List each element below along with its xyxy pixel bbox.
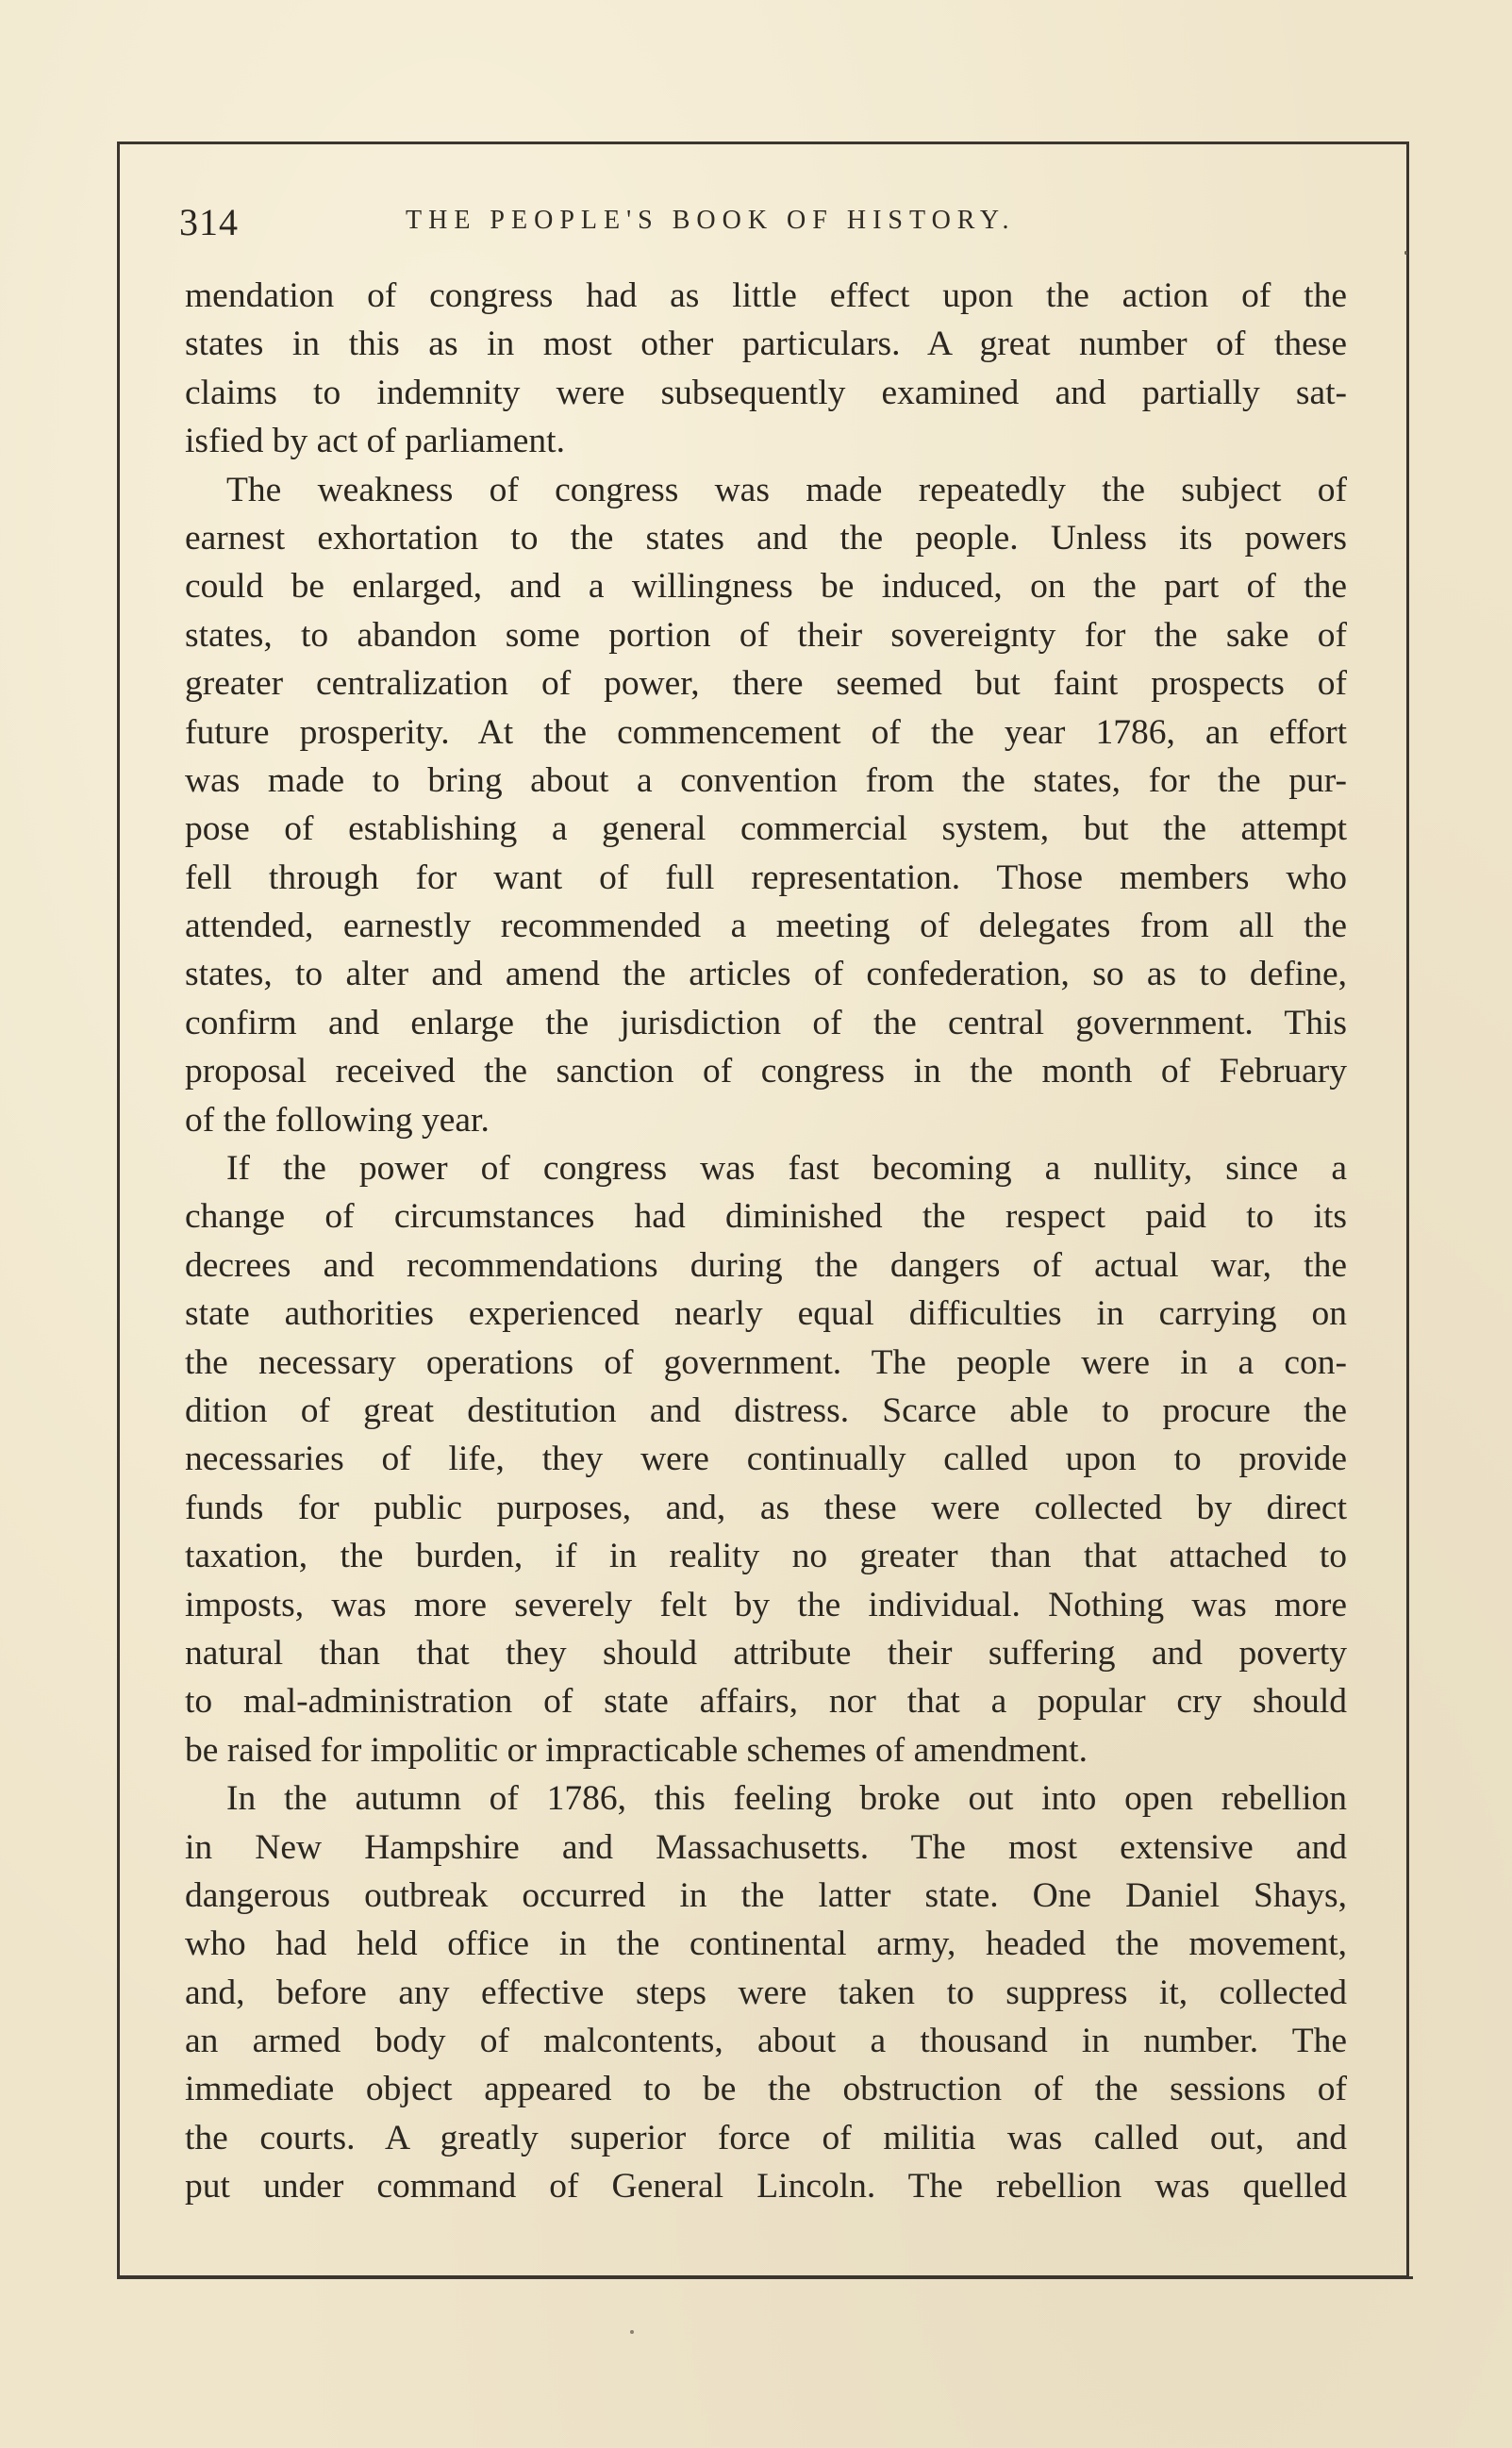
text-line: If the power of congress was fast becoming a nullity, since a <box>226 1149 1347 1189</box>
text-line: could be enlarged, and a willingness be induced, on the part of the <box>185 567 1347 607</box>
text-line: pose of establishing a general commercial system, but the attempt <box>185 809 1347 849</box>
text-line: taxation, the burden, if in reality no greater than that attached to <box>185 1537 1347 1576</box>
text-line: put under command of General Lincoln. The rebellion was quelled <box>185 2167 1347 2207</box>
text-line: in New Hampshire and Massachusetts. The most extensive and <box>185 1827 1347 1867</box>
text-line: state authorities experienced nearly equal difficulties in carrying on <box>185 1294 1347 1334</box>
text-line: change of circumstances had diminished the respect paid to its <box>185 1197 1347 1237</box>
running-head <box>179 196 1349 253</box>
text-line: who had held office in the continental army, headed the movement, <box>185 1924 1347 1964</box>
paper-speck <box>630 2330 634 2334</box>
text-line: and, before any effective steps were taken to suppress it, collected <box>185 1973 1347 2012</box>
text-line: future prosperity. At the commencement of the year 1786, an effort <box>185 712 1347 752</box>
text-line: In the autumn of 1786, this feeling broke out into open rebellion <box>226 1779 1347 1819</box>
text-line: confirm and enlarge the jurisdiction of the central government. This <box>185 1003 1347 1042</box>
paper-speck <box>1404 251 1407 255</box>
text-line: immediate object appeared to be the obstruction of the sessions of <box>185 2070 1347 2109</box>
text-line: the necessary operations of government. The people were in a con- <box>185 1342 1347 1382</box>
text-line: necessaries of life, they were continually called upon to provide <box>185 1440 1347 1479</box>
page-number: 314 <box>179 201 239 243</box>
text-line: funds for public purposes, and, as these were collected by direct <box>185 1488 1347 1527</box>
text-line: the courts. A greatly superior force of militia was called out, and <box>185 2118 1347 2157</box>
text-line: dition of great destitution and distress. Scarce able to procure the <box>185 1391 1347 1430</box>
book-title: THE PEOPLE'S BOOK OF HISTORY. <box>406 206 1016 235</box>
text-line: an armed body of malcontents, about a thousand in number. The <box>185 2022 1347 2061</box>
text-line: attended, earnestly recommended a meeting of delegates from all the <box>185 907 1347 946</box>
text-line: fell through for want of full representation. Those members who <box>185 858 1347 897</box>
text-line: isfied by act of parliament. <box>185 422 565 461</box>
text-line: greater centralization of power, there seemed but faint prospects of <box>185 664 1347 704</box>
text-line: decrees and recommendations during the dangers of actual war, the <box>185 1245 1347 1285</box>
text-line: to mal-administration of state affairs, nor that a popular cry should <box>185 1682 1347 1722</box>
body-text <box>185 272 1347 2211</box>
text-line: dangerous outbreak occurred in the latter state. One Daniel Shays, <box>185 1875 1347 1915</box>
text-line: claims to indemnity were subsequently examined and partially sat- <box>185 373 1347 412</box>
text-line: mendation of congress had as little effect upon the action of the <box>185 276 1347 315</box>
text-line: be raised for impolitic or impracticable schemes of amendment. <box>185 1730 1088 1770</box>
text-line: imposts, was more severely felt by the individual. Nothing was more <box>185 1585 1347 1624</box>
text-line: states, to abandon some portion of their sovereignty for the sake of <box>185 615 1347 655</box>
page-border-bottom-rule <box>117 2276 1413 2279</box>
text-line: proposal received the sanction of congress in the month of February <box>185 1052 1347 1091</box>
text-line: natural than that they should attribute their suffering and poverty <box>185 1633 1347 1673</box>
text-line: states, to alter and amend the articles of confederation, so as to define, <box>185 955 1347 994</box>
text-line: The weakness of congress was made repeatedly the subject of <box>226 470 1347 509</box>
text-line: was made to bring about a convention from the states, for the pur- <box>185 760 1347 800</box>
text-line: states in this as in most other particulars. A great number of these <box>185 325 1347 364</box>
text-line: earnest exhortation to the states and the people. Unless its powers <box>185 518 1347 558</box>
text-line: of the following year. <box>185 1100 490 1140</box>
